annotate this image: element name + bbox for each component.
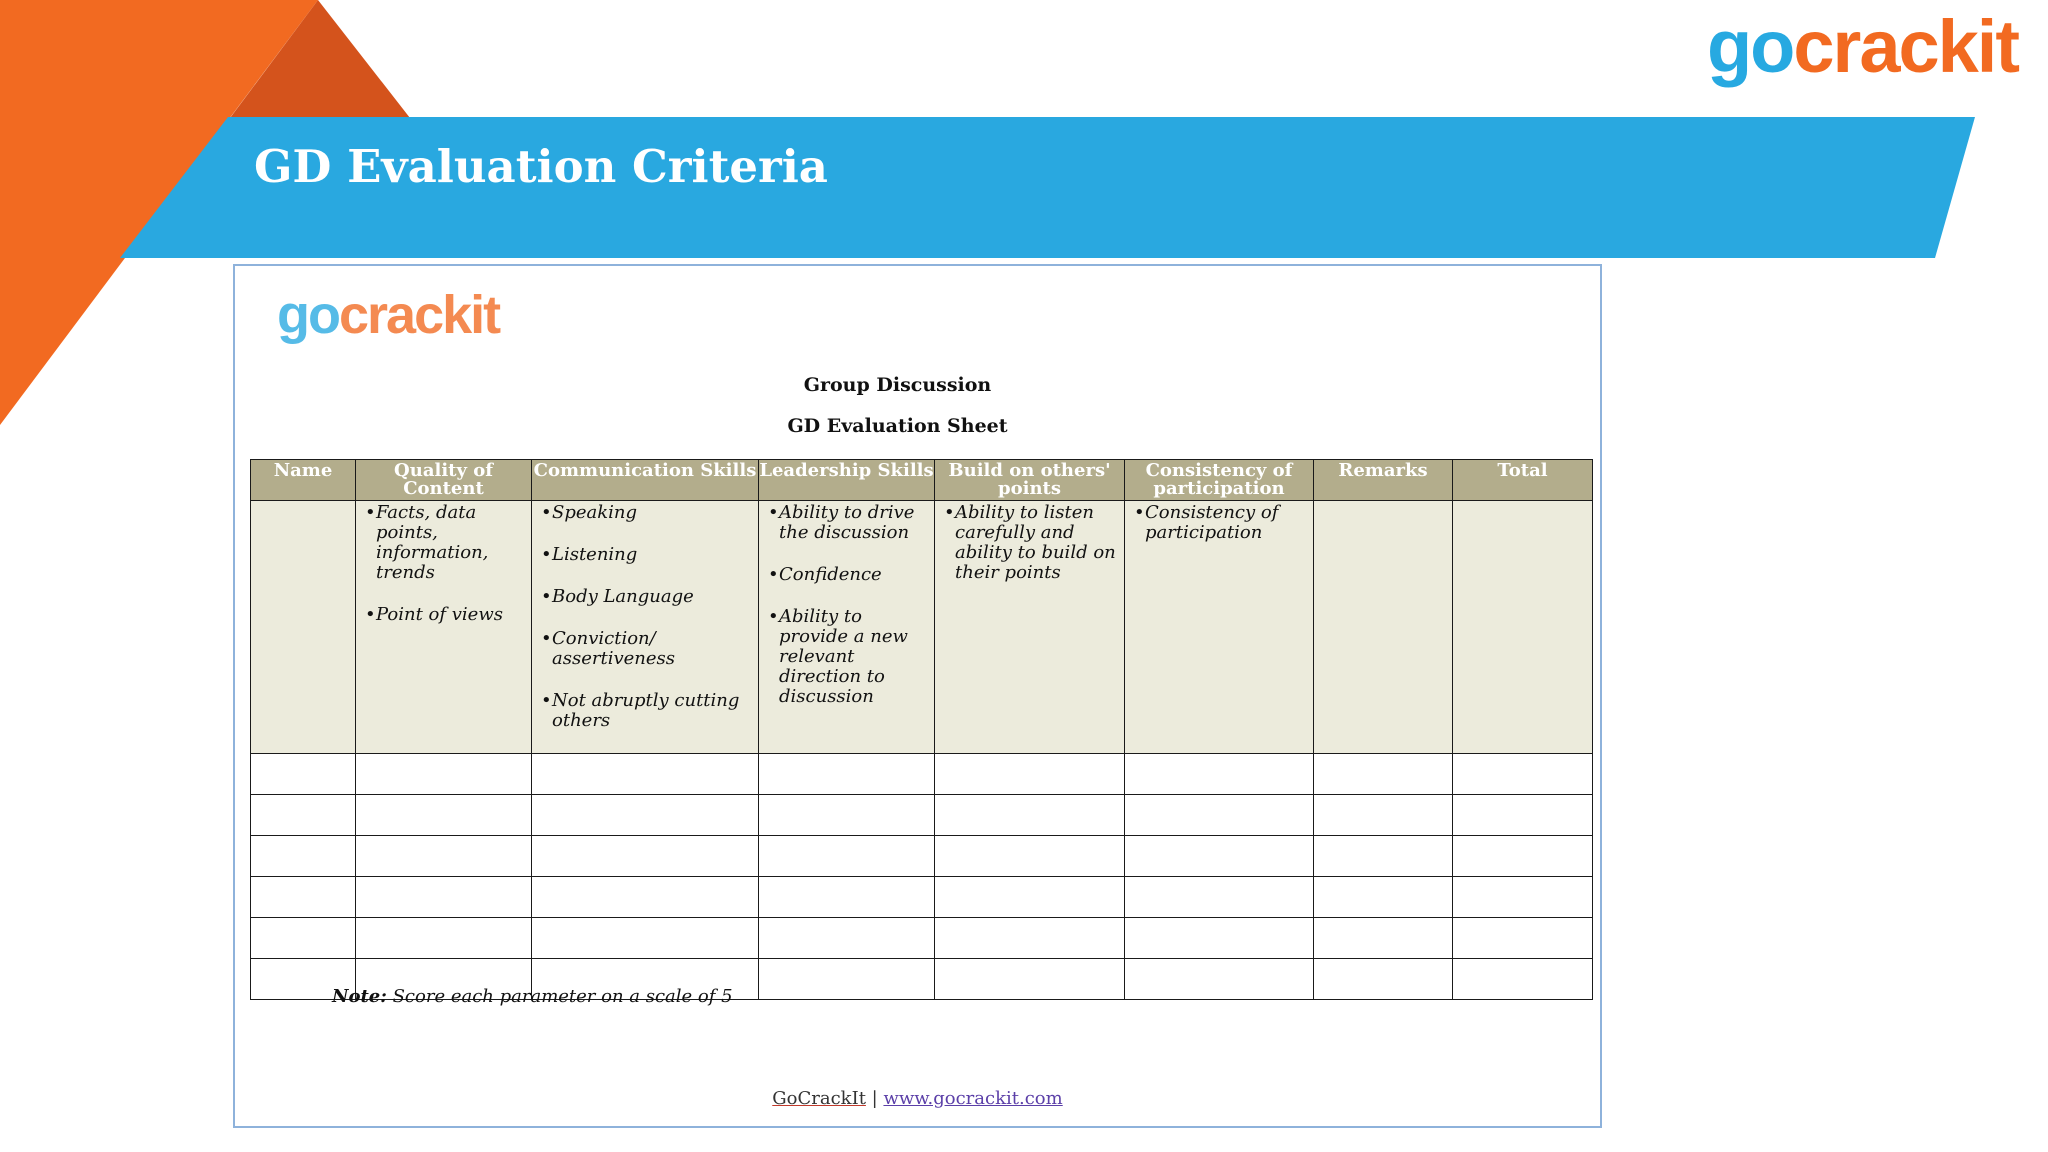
criteria-cell-remarks [1314,501,1453,754]
table-cell [1453,877,1593,918]
header-quality-of-content: Quality of Content [356,460,532,501]
table-cell [1125,795,1314,836]
evaluation-sheet-document [233,264,1602,1128]
table-cell [1453,959,1593,1000]
criteria-item: • Conviction/ assertiveness [552,629,752,669]
table-cell [1314,754,1453,795]
table-cell [935,959,1125,1000]
table-cell [532,754,759,795]
table-cell [251,754,356,795]
table-cell [356,836,532,877]
header-total: Total [1453,460,1593,501]
table-cell [935,795,1125,836]
table-cell [1453,836,1593,877]
document-subheading: GD Evaluation Sheet [787,415,1008,437]
document-footer [235,1088,1600,1109]
table-cell [1314,959,1453,1000]
document-gocrackit-logo: gocrackit [277,285,500,345]
table-cell [532,877,759,918]
table-cell [759,918,935,959]
table-row [251,877,1593,918]
criteria-item: • Ability to listen carefully and ability to build on their points [955,503,1118,583]
table-cell [1125,877,1314,918]
table-row [251,836,1593,877]
criteria-item: • Ability to provide a new relevant direction to discussion [779,607,928,707]
footer-brand: GoCrackIt [772,1088,866,1109]
table-cell [759,754,935,795]
table-cell [356,877,532,918]
criteria-item: • Point of views [376,605,525,625]
table-cell [251,918,356,959]
footer-separator: | [865,1088,884,1109]
header-leadership-skills: Leadership Skills [759,460,935,501]
table-cell [532,795,759,836]
table-cell [356,795,532,836]
header-consistency: Consistency of participation [1125,460,1314,501]
table-cell [1453,795,1593,836]
slide-title: GD Evaluation Criteria [254,140,828,193]
criteria-item: • Consistency of participation [1145,503,1307,543]
table-cell [1453,754,1593,795]
table-cell [251,877,356,918]
table-cell [1314,918,1453,959]
table-cell [251,795,356,836]
table-row [251,918,1593,959]
criteria-item: • Body Language [552,587,752,607]
table-cell [935,877,1125,918]
note-text: Score each parameter on a scale of 5 [386,986,733,1007]
criteria-cell-total [1453,501,1593,754]
table-cell [935,754,1125,795]
table-cell [356,918,532,959]
gocrackit-logo: gocrackit [1706,5,2018,88]
table-cell [356,754,532,795]
scoring-note [332,986,733,1007]
table-cell [1125,836,1314,877]
criteria-cell-build [935,501,1125,754]
table-cell [1314,836,1453,877]
criteria-item: • Confidence [779,565,928,585]
criteria-item: • Speaking [552,503,752,523]
table-cell [251,836,356,877]
table-cell [532,836,759,877]
criteria-cell-communication [532,501,759,754]
criteria-item: • Not abruptly cutting others [552,691,752,731]
evaluation-table [250,459,1593,1000]
table-cell [1125,959,1314,1000]
header-remarks: Remarks [1314,460,1453,501]
table-cell [759,877,935,918]
table-cell [1125,918,1314,959]
criteria-item: • Listening [552,545,752,565]
criteria-row [251,501,1593,754]
footer-website-link[interactable]: www.gocrackit.com [883,1088,1063,1109]
criteria-item: • Facts, data points, information, trends [376,503,525,583]
table-cell [759,795,935,836]
table-cell [532,918,759,959]
table-row [251,795,1593,836]
header-communication-skills: Communication Skills [532,460,759,501]
table-cell [935,836,1125,877]
table-cell [1314,877,1453,918]
header-build-on-points: Build on others' points [935,460,1125,501]
criteria-cell-consistency [1125,501,1314,754]
table-row [251,754,1593,795]
criteria-cell-name [251,501,356,754]
criteria-cell-quality [356,501,532,754]
table-cell [935,918,1125,959]
table-header-row [251,460,1593,501]
table-cell [1125,754,1314,795]
table-cell [759,836,935,877]
note-label: Note: [332,986,387,1007]
table-cell [1314,795,1453,836]
document-heading: Group Discussion [803,374,992,396]
table-cell [1453,918,1593,959]
criteria-item: • Ability to drive the discussion [779,503,928,543]
table-cell [759,959,935,1000]
criteria-cell-leadership [759,501,935,754]
header-name: Name [251,460,356,501]
